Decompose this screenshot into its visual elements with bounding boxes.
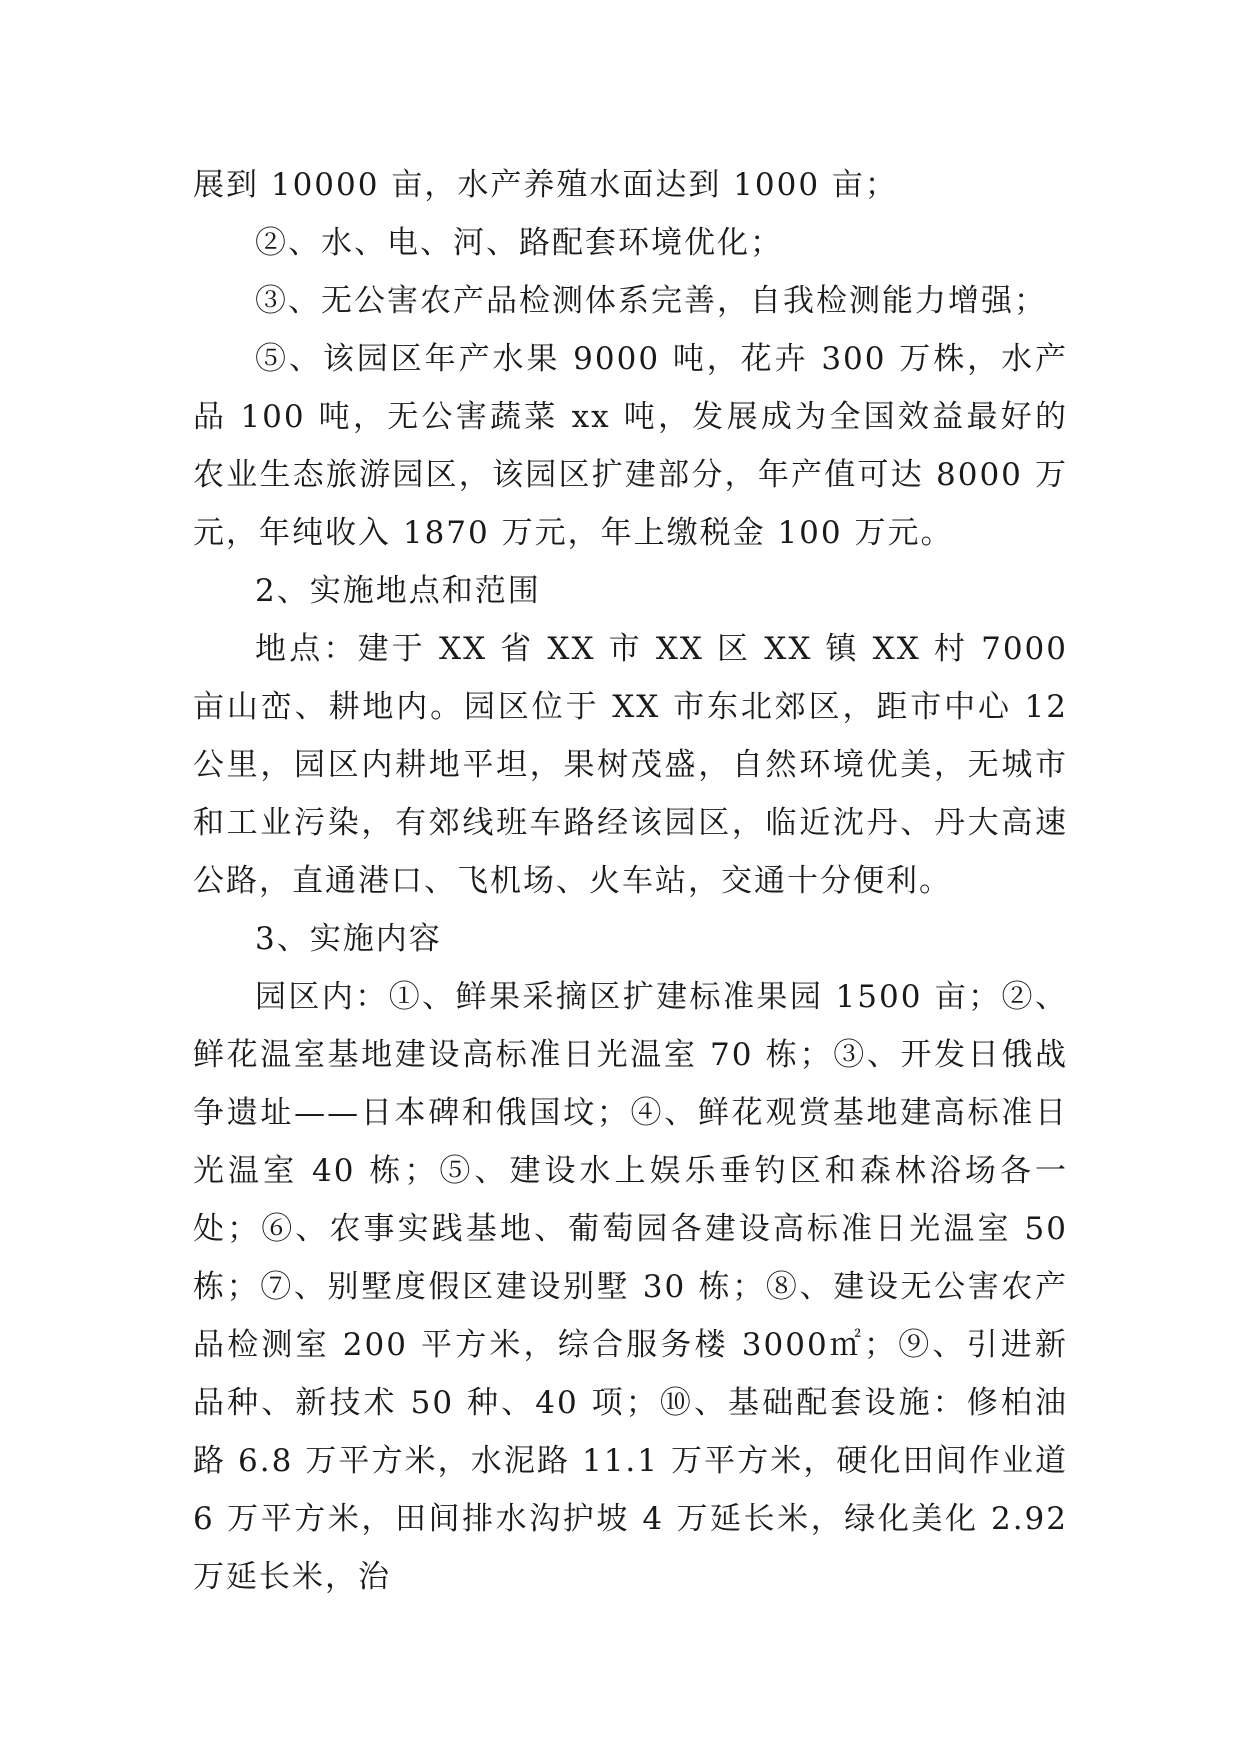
paragraph-location: 地点：建于 XX 省 XX 市 XX 区 XX 镇 XX 村 7000 亩山峦、耕地内。园区位于 XX 市东北郊区，距市中心 12 公里，园区内耕地平坦，果树茂盛，自然环境优美，无城市和工业污染，有郊线班车路经该园区，临近沈丹、丹大高速公路，直通港口、飞机场、火车站，交通十分便利。 <box>193 631 1068 899</box>
paragraph-continuation: 展到 10000 亩，水产养殖水面达到 1000 亩； <box>193 167 898 203</box>
section-heading-content: 3、实施内容 <box>255 921 442 957</box>
document-body <box>193 156 1068 1606</box>
paragraph-item-3: ③、无公害农产品检测体系完善，自我检测能力增强； <box>255 283 1047 319</box>
paragraph-content: 园区内：①、鲜果采摘区扩建标准果园 1500 亩；②、鲜花温室基地建设高标准日光温室 70 栋；③、开发日俄战争遗址——日本碑和俄国坟；④、鲜花观赏基地建高标准日光温室 40 栋；⑤、建设水上娱乐垂钓区和森林浴场各一处；⑥、农事实践基地、葡萄园各建设高标准日光温室 50 栋；⑦、别墅度假区建设别墅 30 栋；⑧、建设无公害农产品检测室 200 平方米，综合服务楼 3000㎡；⑨、引进新品种、新技术 50 种、40 项；⑩、基础配套设施：修柏油路 6.8 万平方米，水泥路 11.1 万平方米，硬化田间作业道 6 万平方米，田间排水沟护坡 4 万延长米，绿化美化 2.92 万延长米，治 <box>193 979 1068 1595</box>
section-heading-location: 2、实施地点和范围 <box>255 573 541 609</box>
paragraph-item-2: ②、水、电、河、路配套环境优化； <box>255 225 783 261</box>
paragraph-item-5: ⑤、该园区年产水果 9000 吨，花卉 300 万株，水产品 100 吨，无公害蔬菜 xx 吨，发展成为全国效益最好的农业生态旅游园区，该园区扩建部分，年产值可达 8000 万元，年纯收入 1870 万元，年上缴税金 100 万元。 <box>193 341 1068 551</box>
